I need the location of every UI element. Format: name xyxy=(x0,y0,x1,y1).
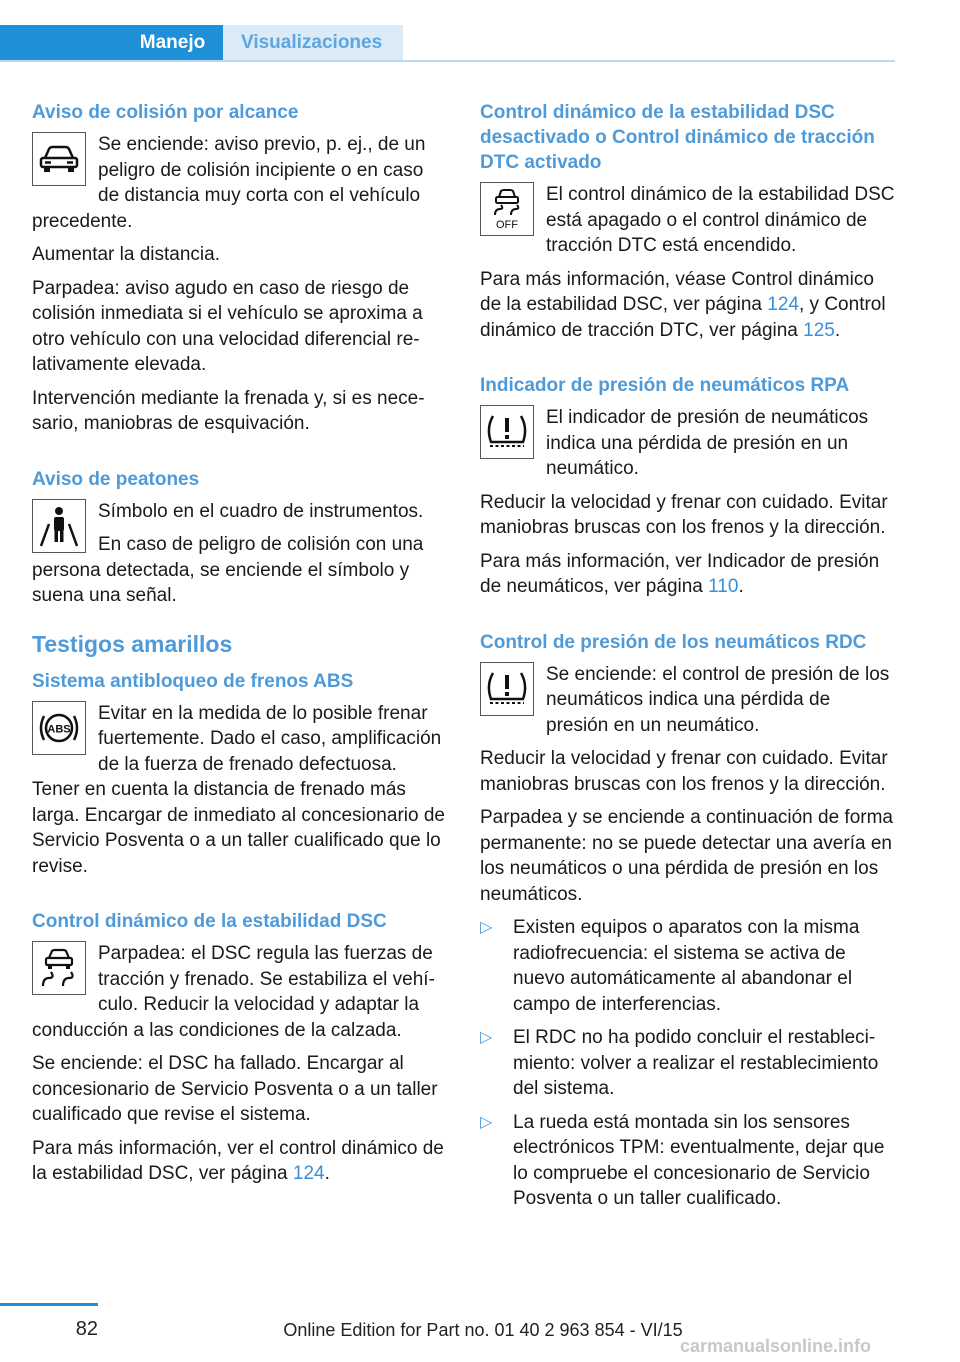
list-item xyxy=(480,1025,896,1102)
triangle-bullet-icon: ▷ xyxy=(480,919,493,936)
rpa-text-3-pre: Para más información, ver Indicador de presión de neumáticos, ver página xyxy=(480,550,880,597)
left-column xyxy=(32,100,448,1195)
pedestrian-text-1: Símbolo en el cuadro de instrumentos. xyxy=(98,500,424,522)
dsc-off-text-2-mid: , y Control dinámico de tracción DTC, ver página xyxy=(480,294,886,341)
svg-text:OFF: OFF xyxy=(496,219,518,231)
page-link-124[interactable]: 124 xyxy=(292,1163,325,1184)
page-header xyxy=(0,0,895,62)
section-title-collision: Aviso de colisión por alcance xyxy=(32,102,299,123)
header-bar xyxy=(0,25,122,61)
tab-visualizaciones[interactable]: Visualizaciones xyxy=(223,25,403,61)
collision-text-3: Parpadea: aviso agudo en caso de riesgo de colisión inmediata si el vehículo se aproxima a otro vehículo con una velocidad diferencial relativamente elevada. xyxy=(32,277,423,375)
dsc-text-1: Parpadea: el DSC regula las fuerzas de tracción y frenado. Se estabiliza el vehículo. Reducir la velocidad y adaptar la conducción a las condiciones de la calzada. xyxy=(32,943,435,1041)
section-title-dsc-off: Control dinámico de la estabilidad DSC desactivado o Control dinámico de tracción DTC activado xyxy=(480,102,875,173)
section-title-rpa: Indicador de presión de neumáticos RPA xyxy=(480,375,850,396)
section-title-dsc: Control dinámico de la estabilidad DSC xyxy=(32,911,387,932)
list-item xyxy=(480,915,896,1017)
dsc-off-text-1: El control dinámico de la estabilidad DSC está apagado o el control dinámico de tracción DTC está encendido. xyxy=(546,184,895,256)
dsc-text-2: Se enciende: el DSC ha fallado. Encargar al concesionario de Servicio Posventa o a un taller cualificado que revise el sistema. xyxy=(32,1053,438,1125)
dsc-text-3 xyxy=(32,1136,448,1187)
rdc-text-3: Parpadea y se enciende a continuación de forma permanente: no se puede detectar una avería en los neumáticos o una pérdida de presión en los neumáticos. xyxy=(480,807,893,905)
pedestrian-icon xyxy=(32,499,86,553)
triangle-bullet-icon: ▷ xyxy=(480,1029,493,1046)
section-title-abs: Sistema antibloqueo de frenos ABS xyxy=(32,670,354,692)
rpa-text-2: Reducir la velocidad y frenar con cuidado. Evitar maniobras bruscas con los frenos y la dirección. xyxy=(480,491,888,538)
pedestrian-text-2: En caso de peligro de colisión con una persona detectada, se enciende el símbolo y suena una señal. xyxy=(32,534,424,606)
triangle-bullet-icon: ▷ xyxy=(480,1113,493,1131)
header-divider xyxy=(0,60,895,62)
right-column xyxy=(480,100,896,1220)
rdc-bullet-list xyxy=(480,915,896,1212)
bullet-text: Existen equipos o aparatos con la misma radiofrecuencia: el sistema se activa de nuevo automáticamente al abandonar el campo de interferencias. xyxy=(513,917,860,1015)
tire-pressure-icon xyxy=(480,405,534,459)
tab-manejo[interactable]: Manejo xyxy=(122,25,223,61)
car-front-icon xyxy=(32,132,86,186)
section-title-rdc: Control de presión de los neumáticos RDC xyxy=(480,631,867,653)
bullet-text: La rueda está montada sin los sensores electrónicos TPM: eventualmente, dejar que lo compruebe el concesionario de Servicio Posventa o un taller cualificado. xyxy=(513,1111,885,1209)
dsc-text-3-pre: Para más información, ver el control dinámico de la estabilidad DSC, ver página xyxy=(32,1137,444,1184)
collision-text-2: Aumentar la distancia. xyxy=(32,244,220,265)
rdc-text-1: Se enciende: el control de presión de los neumáticos indica una pérdida de presión en un neumático. xyxy=(546,663,890,736)
abs-icon xyxy=(32,701,86,755)
rpa-text-3-post: . xyxy=(738,576,744,597)
bullet-text: El RDC no ha podido concluir el restablecimiento: volver a realizar el restablecimiento del sistema. xyxy=(513,1027,879,1099)
dsc-off-text-2 xyxy=(480,267,896,344)
page-link-110[interactable]: 110 xyxy=(708,576,739,597)
dsc-text-3-post: . xyxy=(324,1163,330,1184)
heading-yellow-lights: Testigos amarillos xyxy=(32,630,233,657)
list-item xyxy=(480,1110,896,1212)
page-number: 82 xyxy=(75,1318,98,1340)
abs-text-1: Evitar en la medida de lo posible frenar fuertemente. Dado el caso, amplificación de la fuerza de frenado defectuosa. Tener en cuenta la distancia de frenado más larga. Encargar de inmediato al concesionario de Servicio Posventa o a un taller cualificado que lo revise. xyxy=(32,702,445,877)
dsc-off-icon xyxy=(480,182,534,236)
svg-text:ABS: ABS xyxy=(47,723,71,735)
footer-divider xyxy=(0,1303,98,1306)
dsc-skid-icon xyxy=(32,941,86,995)
rdc-text-2: Reducir la velocidad y frenar con cuidado. Evitar maniobras bruscas con los frenos y la dirección. xyxy=(480,748,888,795)
dsc-off-text-2-pre: Para más información, véase Control dinámico de la estabilidad DSC, ver página xyxy=(480,268,874,315)
tire-pressure-icon xyxy=(480,662,534,716)
page-link-125[interactable]: 125 xyxy=(803,319,835,341)
page-link-124-b[interactable]: 124 xyxy=(767,294,799,315)
section-title-pedestrian: Aviso de peatones xyxy=(32,468,200,490)
rpa-text-3 xyxy=(480,549,896,600)
watermark: carmanualsonline.info xyxy=(680,1336,872,1356)
rpa-text-1: El indicador de presión de neumáticos indica una pérdida de presión en un neumático. xyxy=(546,407,869,479)
edition-note: Online Edition for Part no. 01 40 2 963 854 - VI/15 xyxy=(283,1320,683,1340)
collision-text-4: Intervención mediante la frenada y, si es necesario, maniobras de esquivación. xyxy=(32,387,425,434)
dsc-off-text-2-post: . xyxy=(834,319,841,341)
collision-text-1: Se enciende: aviso previo, p. ej., de un peligro de colisión incipiente o en caso de distancia muy corta con el vehículo precedente. xyxy=(32,134,426,232)
